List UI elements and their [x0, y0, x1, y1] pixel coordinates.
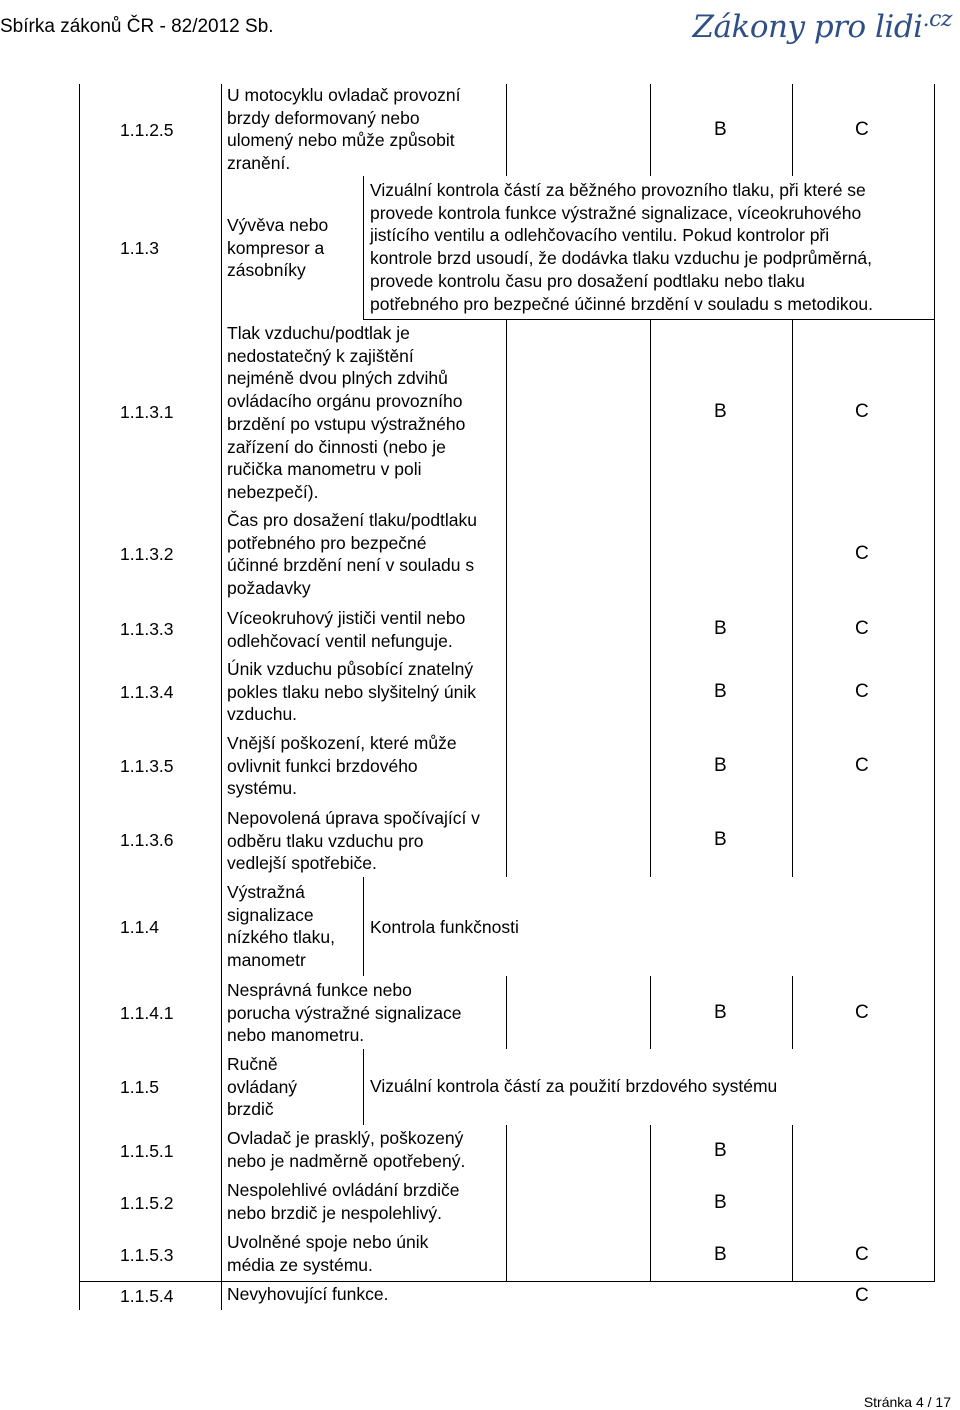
grid-line: [363, 319, 935, 320]
grade-c: C: [855, 543, 869, 564]
grid-line: [650, 84, 651, 176]
grid-line: [363, 1049, 364, 1125]
grade-b: B: [714, 681, 727, 702]
row-code: 1.1.5.3: [120, 1245, 174, 1265]
grid-line: [650, 1125, 651, 1281]
inspection-method: kontrole brzd usoudí, že dodávka tlaku vzduchu je podprůměrná,: [370, 248, 872, 269]
inspection-method: Vizuální kontrola částí za použití brzdového systému: [370, 1076, 778, 1096]
grid-line: [506, 505, 507, 603]
defect-text: ovlivnit funkci brzdového: [227, 755, 418, 776]
grid-line: [506, 729, 507, 803]
defect-text: ručička manometru v poli: [227, 459, 422, 480]
row-code: 1.1.5.4: [120, 1285, 174, 1306]
defect-text: vedlejší spotřebiče.: [227, 853, 377, 874]
row-code: 1.1.3: [120, 237, 159, 258]
row-code: 1.1.3.5: [120, 756, 174, 776]
defect-text: vzduchu.: [227, 704, 298, 725]
site-logo[interactable]: Zákony pro lidi$^{.cz}$: [692, 7, 952, 45]
defect-text: účinné brzdění není v souladu s: [227, 555, 475, 576]
defect-text: systému.: [227, 778, 298, 799]
defect-text: nebo brzdič je nespolehlivý.: [227, 1202, 442, 1223]
item-name: nízkého tlaku,: [227, 927, 335, 948]
defect-text: zranění.: [227, 153, 291, 174]
defect-text: nebo manometru.: [227, 1025, 365, 1046]
defect-text: nejméně dvou plných zdvihů: [227, 368, 448, 389]
grade-b: B: [714, 829, 727, 850]
grade-c: C: [855, 401, 869, 422]
grid-line: [79, 1281, 935, 1282]
defect-text: požadavky: [227, 578, 311, 599]
defect-text: Čas pro dosažení tlaku/podtlaku: [227, 510, 478, 530]
inspection-method: jistícího ventilu a odlehčovacího ventilu. Pokud kontrolor při: [370, 225, 830, 246]
grid-line: [792, 1125, 793, 1281]
defect-text: Únik vzduchu působící znatelný: [227, 659, 474, 679]
grid-line: [506, 84, 507, 176]
grade-b: B: [714, 1001, 727, 1023]
item-name: signalizace: [227, 904, 314, 925]
grid-line: [506, 603, 507, 655]
defect-text: ovládacího orgánu provozního: [227, 391, 463, 412]
row-code: 1.1.5.2: [120, 1193, 174, 1213]
defect-text: Víceokruhový jističi ventil nebo: [227, 608, 466, 628]
row-code: 1.1.3.1: [120, 402, 174, 422]
grade-b: B: [714, 1192, 727, 1213]
grid-line: [792, 976, 793, 1049]
grade-c: C: [855, 1284, 869, 1306]
defect-text: odlehčovací ventil nefunguje.: [227, 630, 453, 651]
grid-line: [506, 803, 507, 877]
grade-b: B: [714, 755, 727, 776]
inspection-method: Kontrola funkčnosti: [370, 917, 519, 937]
item-name: Ručně: [227, 1054, 278, 1074]
grade-c: C: [855, 1001, 869, 1023]
grid-line: [506, 319, 507, 505]
defect-text: Nesprávná funkce nebo: [227, 980, 412, 1000]
defect-text: Ovladač je prasklý, poškozený: [227, 1128, 464, 1148]
row-code: 1.1.5.1: [120, 1141, 174, 1161]
grade-b: B: [714, 1244, 727, 1265]
page-number: Stránka 4 / 17: [863, 1394, 951, 1410]
inspection-method: provede kontrolu času pro dosažení podtlaku nebo tlaku: [370, 270, 805, 291]
grade-c: C: [855, 618, 869, 639]
inspection-method: provede kontrola funkce výstražné signalizace, víceokruhového: [370, 202, 862, 223]
defect-text: nebo je nadměrně opotřebený.: [227, 1150, 466, 1171]
grid-line: [792, 319, 793, 877]
grid-line: [506, 655, 507, 729]
grid-line: [79, 84, 80, 1310]
row-code: 1.1.3.2: [120, 544, 174, 564]
item-name: manometr: [227, 950, 306, 971]
grid-line: [221, 84, 222, 1310]
defect-text: nedostatečný k zajištění: [227, 345, 414, 366]
defect-text: potřebného pro bezpečné: [227, 532, 427, 553]
row-code: 1.1.3.3: [120, 619, 174, 639]
grade-b: B: [714, 1140, 727, 1161]
grid-line: [363, 877, 364, 976]
row-code: 1.1.3.6: [120, 830, 174, 850]
defect-text: nebezpečí).: [227, 481, 319, 502]
defect-text: Vnější poškození, které může: [227, 733, 457, 753]
item-name: Výstražná: [227, 882, 305, 902]
inspection-method: potřebného pro bezpečné účinné brzdění v souladu s metodikou.: [370, 293, 873, 314]
inspection-method: Vizuální kontrola částí za běžného provozního tlaku, při které se: [370, 180, 866, 200]
item-name: brzdič: [227, 1099, 274, 1120]
defect-text: brzdy deformovaný nebo: [227, 107, 420, 128]
defect-text: Uvolněné spoje nebo únik: [227, 1232, 429, 1252]
grid-line: [934, 84, 935, 1281]
defect-text: odběru tlaku vzduchu pro: [227, 830, 424, 851]
row-code: 1.1.4: [120, 916, 159, 937]
row-code: 1.1.5: [120, 1077, 159, 1097]
defect-text: zařízení do činnosti (nebo je: [227, 436, 446, 457]
grade-c: C: [855, 119, 869, 140]
item-name: Vývěva nebo: [227, 215, 329, 235]
row-code: 1.1.3.4: [120, 682, 174, 702]
defect-text: porucha výstražné signalizace: [227, 1002, 462, 1023]
item-name: ovládaný: [227, 1076, 298, 1097]
defect-text: média ze systému.: [227, 1254, 373, 1275]
defect-text: Tlak vzduchu/podtlak je: [227, 323, 410, 343]
grade-b: B: [714, 618, 727, 639]
item-name: kompresor a: [227, 237, 325, 258]
grid-line: [363, 176, 364, 319]
grid-line: [650, 976, 651, 1049]
defect-text: Nevyhovující funkce.: [227, 1284, 389, 1304]
row-code: 1.1.2.5: [120, 120, 174, 140]
defect-text: pokles tlaku nebo slyšitelný únik: [227, 681, 477, 702]
grid-line: [650, 319, 651, 877]
item-name: zásobníky: [227, 260, 306, 281]
grade-b: B: [714, 119, 727, 140]
defect-text: Nepovolená úprava spočívající v: [227, 808, 480, 828]
document-title: Sbírka zákonů ČR - 82/2012 Sb.: [0, 16, 274, 37]
defect-text: U motocyklu ovladač provozní: [227, 85, 461, 105]
grade-b: B: [714, 401, 727, 422]
defect-text: brzdění po vstupu výstražného: [227, 413, 466, 434]
grade-c: C: [855, 755, 869, 776]
grid-line: [792, 84, 793, 176]
row-code: 1.1.4.1: [120, 1002, 174, 1023]
grade-c: C: [855, 1244, 869, 1265]
grade-c: C: [855, 681, 869, 702]
defect-text: ulomený nebo může způsobit: [227, 130, 455, 151]
grid-line: [506, 976, 507, 1049]
defect-text: Nespolehlivé ovládání brzdiče: [227, 1180, 460, 1200]
grid-line: [506, 1125, 507, 1281]
